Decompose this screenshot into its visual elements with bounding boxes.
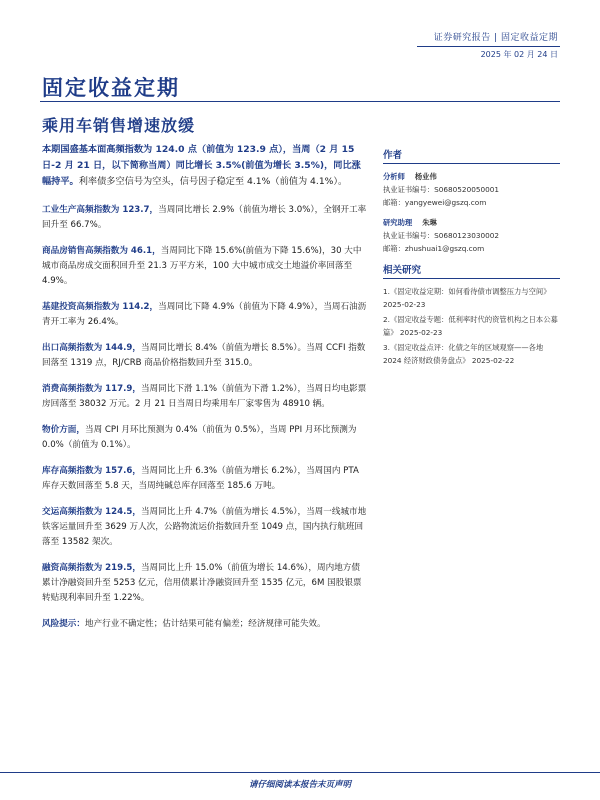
paragraph-transport <box>42 505 368 550</box>
paragraph-body: 当周同比上升 4.7%（前值为增长 4.5%），当周一线城市地铁客运量回升至 3629 万人次，公路物流运价指数回升至 1049 点，国内执行航班回落至 13582 架次。 <box>42 507 367 547</box>
report-type-header <box>434 30 558 43</box>
paragraph-lead: 物价方面， <box>42 425 85 435</box>
paragraph-body: 当周同比上升 15.0%（前值为增长 14.6%），周内地方债累计净融资回升至 5253 亿元，信用债累计净融资回升至 1535 亿元，6M 国股银票转贴现利率回升至 1.22%。 <box>42 563 362 603</box>
analyst-email[interactable]: 邮箱：yangyewei@gszq.com <box>383 198 487 207</box>
paragraph-body: 当周同比下降 15.6%(前值为下降 15.6%)，30 大中城市商品房成交面积回升至 21.3 万平方米，100 大中城市成交土地溢价率回落至 4.9%。 <box>42 246 362 286</box>
paragraph-lead: 风险提示： <box>42 619 85 629</box>
paragraph-export <box>42 341 368 371</box>
related-item[interactable]: 1.《固定收益定期：如何看待债市调整压力与空间》 2025-02-23 <box>383 287 551 309</box>
paragraph-housing <box>42 244 368 289</box>
paragraph-prices <box>42 423 368 453</box>
paragraph-summary <box>42 142 368 190</box>
paragraph-lead: 基建投资高频指数为 114.2， <box>42 302 159 312</box>
paragraph-body: 当周同比下滑 1.1%（前值为下滑 1.2%），当周日均电影票房回落至 38032 万元。2 月 21 日当周日均乘用车厂家零售为 48910 辆。 <box>42 384 367 409</box>
analyst-cert: 执业证书编号：S0680520050001 <box>383 185 500 194</box>
main-content <box>42 142 368 643</box>
analyst-row <box>383 170 560 183</box>
analyst-block <box>383 170 560 209</box>
paragraph-lead: 工业生产高频指数为 123.7， <box>42 205 159 215</box>
paragraph-body: 当周同比增长 2.9%（前值为增长 3.0%），全钢开工率回升至 66.7%。 <box>42 205 367 230</box>
assistant-block <box>383 216 560 255</box>
paragraph-body: 利率债多空信号为空头，信号因子稳定至 4.1%（前值为 4.1%）。 <box>78 176 348 187</box>
paragraph-lead: 融资高频指数为 219.5， <box>42 563 141 573</box>
paragraph-inventory <box>42 464 368 494</box>
paragraph-consumption <box>42 382 368 412</box>
analyst-name: 杨业伟 <box>414 172 437 181</box>
analyst-cert: 执业证书编号：S0680123030002 <box>383 231 500 240</box>
report-date: 2025 年 02 月 24 日 <box>480 50 558 59</box>
analyst-email[interactable]: 邮箱：zhushuai1@gszq.com <box>383 244 485 253</box>
paragraph-industrial <box>42 203 368 233</box>
paragraph-body: 当周同比增长 8.4%（前值为增长 8.5%）。当周 CCFI 指数回落至 1319 点，RJ/CRB 商品价格指数回升至 315.0。 <box>42 343 366 368</box>
title-divider <box>40 101 560 102</box>
analyst-name: 朱琳 <box>422 218 437 227</box>
analyst-row <box>383 216 560 229</box>
paragraph-body: 当周 CPI 月环比预测为 0.4%（前值为 0.5%），当周 PPI 月环比预测为 0.0%（前值为 0.1%）。 <box>42 425 357 450</box>
header-divider <box>417 46 560 47</box>
paragraph-lead: 库存高频指数为 157.6， <box>42 466 141 476</box>
paragraph-infrastructure <box>42 300 368 330</box>
paragraph-body: 当周同比上升 6.3%（前值为增长 6.2%），当周国内 PTA 库存天数回落至 5.8 天，当周纯碱总库存回落至 185.6 万吨。 <box>42 466 359 491</box>
sidebar <box>383 147 560 369</box>
paragraph-body: 地产行业不确定性；估计结果可能有偏差；经济规律可能失效。 <box>84 619 326 629</box>
paragraph-lead: 消费高频指数为 117.9， <box>42 384 141 394</box>
paragraph-lead: 交运高频指数为 124.5， <box>42 507 141 517</box>
page-title: 固定收益定期 <box>42 76 180 100</box>
related-item[interactable]: 2.《固定收益专题：低利率时代的资管机构之日本公募篇》 2025-02-23 <box>383 315 558 337</box>
paragraph-financing <box>42 561 368 606</box>
footer-divider <box>0 772 600 773</box>
analyst-role: 研究助理 <box>383 218 413 227</box>
footer-disclaimer: 请仔细阅读本报告末页声明 <box>248 780 351 790</box>
related-item[interactable]: 3.《固定收益点评：化债之年的区域观察——各地 2024 经济财政债务盘点》 2025-02-22 <box>383 343 544 365</box>
breadcrumb: 证券研究报告 | 固定收益定期 <box>433 33 558 43</box>
paragraph-lead: 出口高频指数为 144.9， <box>42 343 141 353</box>
related-section-title: 相关研究 <box>383 262 560 279</box>
authors-section-title: 作者 <box>383 147 560 164</box>
paragraph-body: 当周同比下降 4.9%（前值为下降 4.9%），当周石油沥青开工率为 26.4%。 <box>42 302 367 327</box>
paragraph-risk <box>42 617 368 632</box>
paragraph-lead: 商品房销售高频指数为 46.1， <box>42 246 161 256</box>
page-subtitle: 乘用车销售增速放缓 <box>42 116 196 135</box>
paragraph-lead: 本期国盛基本面高频指数为 124.0 点（前值为 123.9 点），当周（2 月 15 日-2 月 21 日，以下简称当周）同比增长 3.5%(前值为增长 3.5%)，同比涨幅持平。 <box>42 144 361 187</box>
analyst-role: 分析师 <box>383 172 405 181</box>
